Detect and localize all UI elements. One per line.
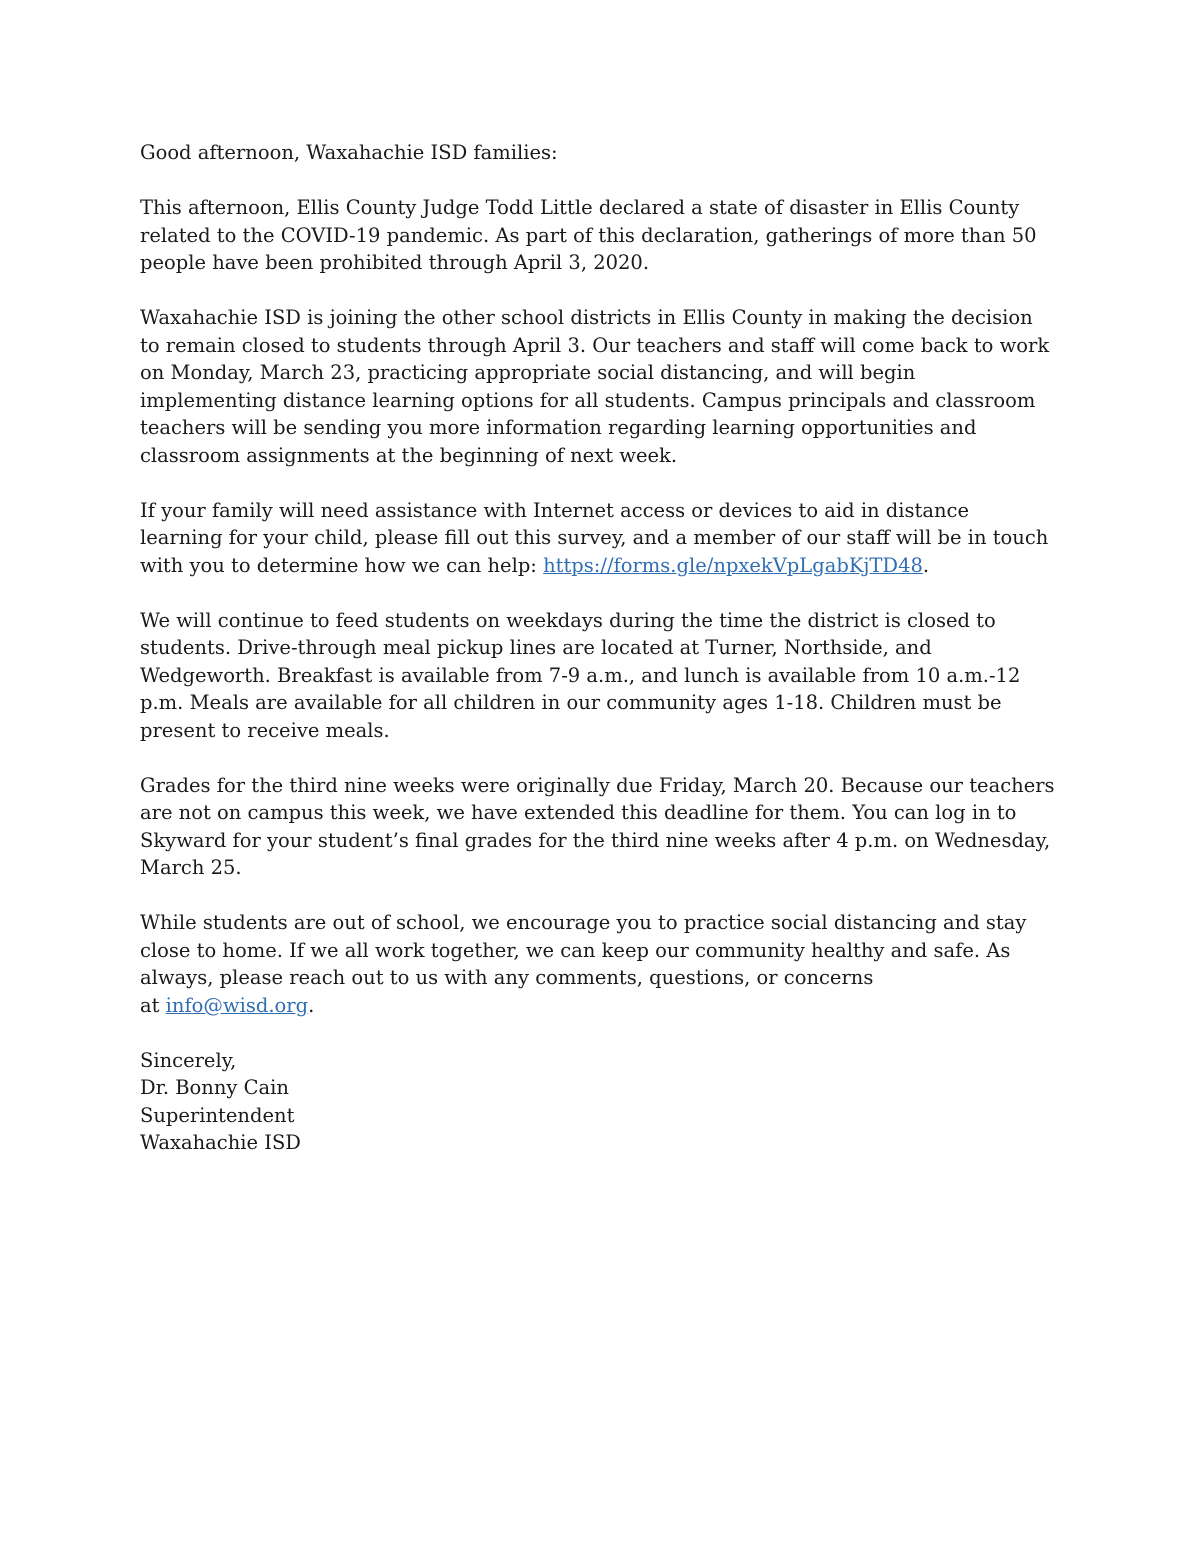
paragraph-line: on Monday, March 23, practicing appropriate social distancing, and will begin bbox=[140, 361, 916, 384]
paragraph-line: people have been prohibited through April 3, 2020. bbox=[140, 251, 650, 274]
paragraph-school-closure bbox=[140, 304, 1070, 469]
signer-title: Superintendent bbox=[140, 1103, 295, 1127]
paragraph-line-with-link bbox=[140, 552, 1070, 580]
paragraph-internet-survey bbox=[140, 497, 1070, 580]
paragraph-social-distancing bbox=[140, 909, 1070, 1019]
letter-body bbox=[140, 139, 1070, 1157]
paragraph-line: implementing distance learning options for all students. Campus principals and classroom bbox=[140, 388, 1036, 412]
paragraph-line: teachers will be sending you more information regarding learning opportunities and bbox=[140, 416, 977, 439]
signature-block bbox=[140, 1047, 1070, 1157]
greeting bbox=[140, 139, 1070, 167]
paragraph-line: March 25. bbox=[140, 856, 242, 879]
paragraph-disaster-declaration bbox=[140, 194, 1070, 277]
paragraph-line: present to receive meals. bbox=[140, 718, 390, 742]
paragraph-line: Grades for the third nine weeks were originally due Friday, March 20. Because our teachers bbox=[140, 773, 1055, 797]
paragraph-line: students. Drive-through meal pickup lines are located at Turner, Northside, and bbox=[140, 636, 932, 659]
paragraph-line: Waxahachie ISD is joining the other school districts in Ellis County in making the decision bbox=[140, 306, 1033, 329]
paragraph-line: are not on campus this week, we have extended this deadline for them. You can log in to bbox=[140, 801, 1017, 824]
paragraph-line: Wedgeworth. Breakfast is available from 7-9 a.m., and lunch is available from 10 a.m.-12 bbox=[140, 663, 1021, 687]
paragraph-line-with-link bbox=[140, 992, 1070, 1020]
email-link[interactable]: info@wisd.org bbox=[165, 993, 309, 1017]
email-prefix: at bbox=[140, 993, 166, 1017]
paragraph-line: always, please reach out to us with any comments, questions, or concerns bbox=[140, 966, 874, 989]
paragraph-line: While students are out of school, we encourage you to practice social distancing and stay bbox=[140, 911, 1027, 934]
paragraph-line: We will continue to feed students on weekdays during the time the district is closed to bbox=[140, 608, 996, 632]
survey-text: with you to determine how we can help: bbox=[140, 553, 544, 577]
paragraph-meals bbox=[140, 607, 1070, 745]
paragraph-line: If your family will need assistance with Internet access or devices to aid in distance bbox=[140, 498, 970, 522]
signer-name: Dr. Bonny Cain bbox=[140, 1076, 289, 1099]
greeting-line: Good afternoon, Waxahachie ISD families: bbox=[140, 141, 558, 164]
paragraph-line: Skyward for your student’s final grades for the third nine weeks after 4 p.m. on Wednesday, bbox=[140, 828, 1051, 852]
signer-organization: Waxahachie ISD bbox=[140, 1131, 301, 1154]
paragraph-line: to remain closed to students through April 3. Our teachers and staff will come back to work bbox=[140, 333, 1050, 357]
paragraph-line: learning for your child, please fill out this survey, and a member of our staff will be in touch bbox=[140, 526, 1049, 549]
closing: Sincerely, bbox=[140, 1048, 237, 1072]
survey-period: . bbox=[922, 553, 930, 577]
email-period: . bbox=[308, 993, 315, 1017]
paragraph-line: This afternoon, Ellis County Judge Todd Little declared a state of disaster in Ellis County bbox=[140, 196, 1020, 219]
paragraph-grades bbox=[140, 772, 1070, 882]
survey-link[interactable]: https://forms.gle/npxekVpLgabKjTD48 bbox=[543, 553, 923, 577]
paragraph-line: p.m. Meals are available for all children in our community ages 1-18. Children must be bbox=[140, 691, 1002, 714]
paragraph-line: close to home. If we all work together, we can keep our community healthy and safe. As bbox=[140, 938, 1011, 962]
paragraph-line: related to the COVID-19 pandemic. As part of this declaration, gatherings of more than 50 bbox=[140, 223, 1037, 247]
paragraph-line: classroom assignments at the beginning of next week. bbox=[140, 443, 678, 467]
